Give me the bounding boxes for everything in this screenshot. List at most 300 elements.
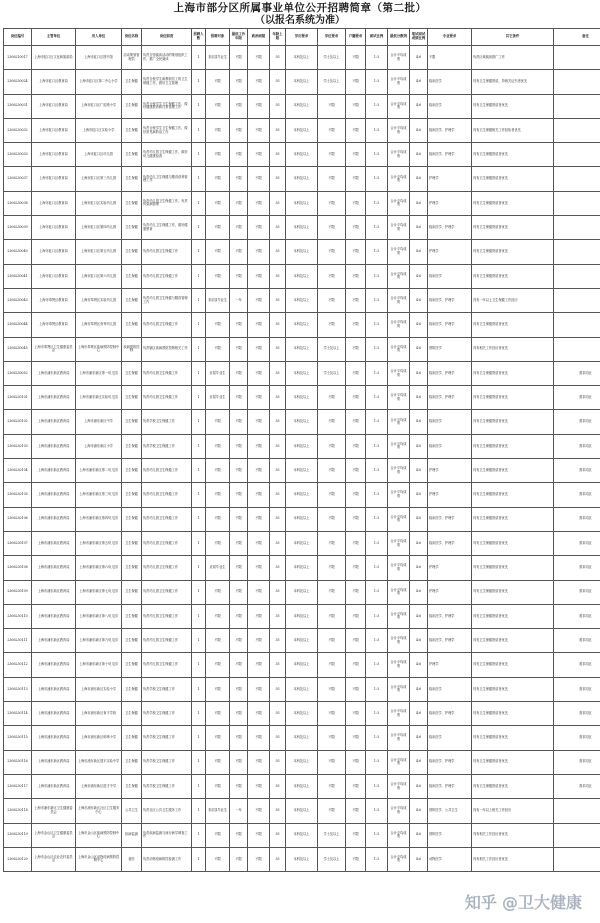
table-cell: 临床医学 xyxy=(428,410,472,434)
table-cell: 35 xyxy=(270,337,286,361)
table-cell: 上海市虹口区广虹路小学 xyxy=(76,94,122,118)
table-cell: 不限 xyxy=(346,823,366,847)
table-cell: 需求同区 xyxy=(554,629,600,653)
table-cell: 上海市虹口区图书馆 xyxy=(76,46,122,70)
table-cell: 卫生保健 xyxy=(122,118,142,142)
table-cell: 应届毕业生 xyxy=(206,386,230,410)
table-cell: 4:6 xyxy=(410,216,428,240)
table-cell: 具有卫生保健资质者优先 xyxy=(472,726,554,750)
table-cell: 卫生保健 xyxy=(122,677,142,701)
table-row xyxy=(4,118,600,142)
table-cell: 4:6 xyxy=(410,337,428,361)
table-cell xyxy=(554,847,600,871)
table-cell: 上海市虹口区实验幼儿园 xyxy=(76,191,122,215)
table-row xyxy=(4,677,600,701)
table-cell: 上海市奉贤区育秀幼儿园 xyxy=(76,313,122,337)
column-header: 主管单位 xyxy=(32,29,76,46)
table-row xyxy=(4,167,600,191)
table-row xyxy=(4,750,600,774)
table-cell: 35 xyxy=(270,94,286,118)
table-cell: 35 xyxy=(270,702,286,726)
table-cell: 不限 xyxy=(230,361,248,385)
table-cell: 本科及以上 xyxy=(286,337,318,361)
table-cell: 1 xyxy=(192,483,206,507)
table-cell: 一年 xyxy=(230,799,248,823)
table-cell: 具有卫生保健相关工作经验者优先 xyxy=(472,118,554,142)
table-cell: 1:3 xyxy=(366,531,388,555)
table-cell: 1:3 xyxy=(366,823,388,847)
table-cell: 本科及以上 xyxy=(286,94,318,118)
table-cell: 不限 xyxy=(248,264,270,288)
table-row xyxy=(4,799,600,823)
table-cell: 合计平均成绩 xyxy=(388,459,410,483)
table-cell: 需求同区 xyxy=(554,677,600,701)
table-cell: 上海市浦东新区第二幼儿园 xyxy=(76,459,122,483)
table-cell: 不限 xyxy=(206,191,230,215)
table-cell: 临床医学 xyxy=(428,94,472,118)
table-cell: 卫生保健 xyxy=(122,240,142,264)
table-cell: 不限 xyxy=(230,70,248,94)
table-row xyxy=(4,774,600,798)
table-cell: 1:3 xyxy=(366,410,388,434)
table-cell: 不限 xyxy=(230,580,248,604)
table-cell: 上海市虹口区第六幼儿园 xyxy=(76,264,122,288)
table-cell: 2306230120 xyxy=(4,847,32,871)
table-cell: 不限 xyxy=(230,386,248,410)
table-cell: 本科及以上 xyxy=(286,313,318,337)
table-cell: 4:6 xyxy=(410,386,428,410)
table-cell: 不限 xyxy=(206,677,230,701)
table-cell: 需求同区 xyxy=(554,750,600,774)
table-row xyxy=(4,410,600,434)
table-cell: 不限 xyxy=(206,118,230,142)
table-cell: 卫生保健 xyxy=(122,580,142,604)
table-cell: 上海市虹口区教育局 xyxy=(32,167,76,191)
table-cell: 上海市虹口区教育局 xyxy=(32,143,76,167)
table-cell: 2306230032 xyxy=(4,118,32,142)
table-cell: 上海市浦东新区第十幼儿园 xyxy=(76,653,122,677)
table-cell: 本科及以上 xyxy=(286,167,318,191)
table-cell: 不限 xyxy=(318,799,346,823)
table-cell: 不限 xyxy=(248,191,270,215)
table-row xyxy=(4,629,600,653)
table-cell: 不限 xyxy=(346,410,366,434)
table-cell: 35 xyxy=(270,288,286,312)
table-cell: 不限 xyxy=(318,774,346,798)
table-cell: 具有卫生保健资质者优先 xyxy=(472,361,554,385)
table-cell: 35 xyxy=(270,507,286,531)
table-cell: 4:6 xyxy=(410,677,428,701)
table-cell: 4:6 xyxy=(410,750,428,774)
table-cell: 上海市浦东新区教育局 xyxy=(32,386,76,410)
table-cell: 不限 xyxy=(346,264,366,288)
table-cell: 上海市浦东新区明珠小学 xyxy=(76,726,122,750)
table-cell: 上海市浦东新区第六幼儿园 xyxy=(76,556,122,580)
column-header: 面试比例 xyxy=(366,29,388,46)
table-cell: 1:3 xyxy=(366,264,388,288)
table-cell: 负责学校卫生保健工作 xyxy=(142,434,192,458)
table-cell: 卫生保健 xyxy=(122,70,142,94)
table-cell: 具有卫生保健资质者优先 xyxy=(472,702,554,726)
table-cell: 具有卫生保健资质者优先 xyxy=(472,216,554,240)
table-cell: 4:6 xyxy=(410,799,428,823)
table-cell: 上海市虹口区教育局 xyxy=(32,240,76,264)
table-cell: 不限 xyxy=(248,580,270,604)
table-cell: 1 xyxy=(192,264,206,288)
table-cell: 卫生保健 xyxy=(122,216,142,240)
table-cell: 负责区域阅读推广工作 xyxy=(472,46,554,70)
table-cell: 临床医学、护理学 xyxy=(428,531,472,555)
table-cell: 4:6 xyxy=(410,288,428,312)
table-cell: 不限 xyxy=(428,46,472,70)
table-cell: 2306230102 xyxy=(4,410,32,434)
table-cell: 1:3 xyxy=(366,604,388,628)
table-cell: 35 xyxy=(270,726,286,750)
table-cell: 1:3 xyxy=(366,580,388,604)
column-header: 最低分数线 xyxy=(388,29,410,46)
table-cell: 具有一年以上卫生保健工作经历 xyxy=(472,288,554,312)
table-cell: 不限 xyxy=(318,677,346,701)
table-cell xyxy=(554,216,600,240)
table-cell: 不限 xyxy=(248,216,270,240)
column-header: 招聘人数 xyxy=(192,29,206,46)
table-cell: 35 xyxy=(270,774,286,798)
table-cell: 不限 xyxy=(206,847,230,871)
table-cell: 本科及以上 xyxy=(286,702,318,726)
table-cell: 卫生保健 xyxy=(122,556,142,580)
table-cell: 上海市浦东新区中学 xyxy=(76,410,122,434)
table-row xyxy=(4,580,600,604)
table-cell: 需求同区 xyxy=(554,580,600,604)
table-cell: 需求同区 xyxy=(554,774,600,798)
table-cell: 活动策划管理员 xyxy=(122,46,142,70)
table-cell: 本科及以上 xyxy=(286,386,318,410)
table-cell: 负责幼儿园卫生保健工作 xyxy=(142,240,192,264)
table-cell: 不限 xyxy=(230,702,248,726)
table-cell: 2306230024 xyxy=(4,70,32,94)
table-cell: 公共卫生 xyxy=(122,799,142,823)
table-cell: 不限 xyxy=(248,167,270,191)
table-cell: 上海市浦东新区教育局 xyxy=(32,361,76,385)
table-cell: 35 xyxy=(270,483,286,507)
table-cell: 不限 xyxy=(318,629,346,653)
table-cell: 1 xyxy=(192,847,206,871)
column-header: 岗位名称 xyxy=(122,29,142,46)
table-cell: 学士及以上 xyxy=(318,361,346,385)
table-cell: 35 xyxy=(270,580,286,604)
table-cell: 不限 xyxy=(346,580,366,604)
table-cell: 合计平均成绩 xyxy=(388,604,410,628)
table-cell xyxy=(554,191,600,215)
table-row xyxy=(4,337,600,361)
table-cell: 上海市浦东新区卫生健康委员会 xyxy=(32,799,76,823)
table-cell: 4:6 xyxy=(410,702,428,726)
watermark xyxy=(465,890,582,913)
table-cell: 负责幼儿园卫生保健工作 xyxy=(142,580,192,604)
table-cell: 不限 xyxy=(230,434,248,458)
table-cell: 2306230052 xyxy=(4,361,32,385)
table-cell: 不限 xyxy=(346,313,366,337)
table-cell: 合计平均成绩 xyxy=(388,531,410,555)
table-cell: 负责社区公共卫生服务工作 xyxy=(142,799,192,823)
table-cell: 上海市浦东新区教育局 xyxy=(32,410,76,434)
table-row xyxy=(4,653,600,677)
table-row xyxy=(4,386,600,410)
table-cell: 2306230101 xyxy=(4,386,32,410)
table-cell: 负责学校卫生保健工作 xyxy=(142,410,192,434)
table-cell: 2306230114 xyxy=(4,702,32,726)
table-cell: 不限 xyxy=(318,556,346,580)
table-cell: 不限 xyxy=(230,118,248,142)
table-cell: 4:6 xyxy=(410,70,428,94)
table-cell: 负责幼儿卫生保健与膳食营养管理工作 xyxy=(142,167,192,191)
table-cell: 负责幼儿园卫生保健工作 xyxy=(142,604,192,628)
table-cell xyxy=(554,118,600,142)
table-cell: 不限 xyxy=(318,580,346,604)
table-cell: 具有卫生保健资质者优先 xyxy=(472,191,554,215)
table-cell: 4:6 xyxy=(410,483,428,507)
table-cell: 2306230107 xyxy=(4,531,32,555)
table-cell: 不限 xyxy=(318,507,346,531)
table-cell: 临床医学 xyxy=(428,264,472,288)
column-header: 招聘对象 xyxy=(206,29,230,46)
table-cell: 上海市奉贤区疾病预防控制中心 xyxy=(76,337,122,361)
table-cell: 35 xyxy=(270,677,286,701)
table-cell: 1:3 xyxy=(366,653,388,677)
table-cell xyxy=(554,143,600,167)
table-cell: 上海市浦东新区教育局 xyxy=(32,702,76,726)
table-cell: 负责幼儿园卫生保健工作，负责传染病管理 xyxy=(142,191,192,215)
table-cell: 不限 xyxy=(230,604,248,628)
table-header-row xyxy=(4,29,600,46)
table-cell: 临床医学、护理学 xyxy=(428,386,472,410)
table-cell: 负责幼儿园卫生保健工作 xyxy=(142,361,192,385)
table-cell: 上海市奉贤区实验幼儿园 xyxy=(76,288,122,312)
table-cell: 2306230037 xyxy=(4,167,32,191)
table-cell: 1 xyxy=(192,216,206,240)
column-header: 户籍要求 xyxy=(346,29,366,46)
table-cell: 负责全校学生卫生保健工作，做好健康教育和日常管理工作 xyxy=(142,94,192,118)
table-row xyxy=(4,288,600,312)
table-cell: 不限 xyxy=(318,313,346,337)
table-cell: 合计平均成绩 xyxy=(388,507,410,531)
table-cell: 不限 xyxy=(346,677,366,701)
table-cell: 上海市浦东新区第四幼儿园 xyxy=(76,507,122,531)
table-cell: 不限 xyxy=(248,531,270,555)
table-cell: 4:6 xyxy=(410,604,428,628)
table-cell: 不限 xyxy=(346,653,366,677)
table-cell: 需求同区 xyxy=(554,653,600,677)
table-cell: 不限 xyxy=(206,143,230,167)
table-cell: 35 xyxy=(270,70,286,94)
column-header: 笔试面试成绩比例 xyxy=(410,29,428,46)
table-cell: 不限 xyxy=(206,774,230,798)
table-cell: 上海市奉贤区卫生健康委员会 xyxy=(32,337,76,361)
table-cell: 具有卫生保健资质者优先 xyxy=(472,240,554,264)
table-cell: 本科及以上 xyxy=(286,483,318,507)
table-cell: 负责疾病监测与流行病学调查工作 xyxy=(142,823,192,847)
table-cell: 35 xyxy=(270,386,286,410)
table-cell: 不限 xyxy=(230,216,248,240)
table-cell: 上海市浦东新区进才中学 xyxy=(76,774,122,798)
table-cell xyxy=(554,264,600,288)
table-cell: 卫生保健 xyxy=(122,604,142,628)
table-cell: 上海市虹口区教育局 xyxy=(32,216,76,240)
table-cell: 本科及以上 xyxy=(286,653,318,677)
table-cell: 不限 xyxy=(230,313,248,337)
table-cell: 本科及以上 xyxy=(286,46,318,70)
table-cell: 不限 xyxy=(206,337,230,361)
table-cell: 本科及以上 xyxy=(286,556,318,580)
table-cell: 需求同区 xyxy=(554,361,600,385)
table-cell: 上海市浦东新区教育局 xyxy=(32,580,76,604)
table-cell: 不限 xyxy=(346,702,366,726)
column-header: 学历要求 xyxy=(286,29,318,46)
table-row xyxy=(4,531,600,555)
table-cell: 2306230104 xyxy=(4,459,32,483)
table-cell: 上海市金山区农业农村委员会 xyxy=(32,847,76,871)
table-cell: 需求同区 xyxy=(554,410,600,434)
column-header: 岗位编号 xyxy=(4,29,32,46)
table-cell: 不限 xyxy=(318,410,346,434)
table-row xyxy=(4,847,600,871)
table-cell: 负责幼儿园卫生保健工作 xyxy=(142,483,192,507)
table-cell: 上海市虹口区教育局 xyxy=(32,70,76,94)
table-cell: 1 xyxy=(192,288,206,312)
table-cell: 本科及以上 xyxy=(286,264,318,288)
table-cell: 卫生保健 xyxy=(122,750,142,774)
table-cell: 不限 xyxy=(230,167,248,191)
table-cell: 35 xyxy=(270,750,286,774)
table-cell: 负责幼儿园卫生保健工作 xyxy=(142,629,192,653)
table-cell: 合计平均成绩 xyxy=(388,726,410,750)
table-cell: 不限 xyxy=(206,434,230,458)
table-cell: 不限 xyxy=(230,847,248,871)
table-cell: 1 xyxy=(192,629,206,653)
table-cell: 具有卫生保健资质者优先 xyxy=(472,410,554,434)
table-row xyxy=(4,483,600,507)
table-cell: 本科及以上 xyxy=(286,823,318,847)
table-cell: 不限 xyxy=(230,46,248,70)
table-cell: 合计平均成绩 xyxy=(388,264,410,288)
table-cell: 不限 xyxy=(346,216,366,240)
table-cell: 不限 xyxy=(248,823,270,847)
table-cell: 本科及以上 xyxy=(286,70,318,94)
table-cell: 卫生保健 xyxy=(122,386,142,410)
table-cell: 1:3 xyxy=(366,799,388,823)
table-cell: 不限 xyxy=(318,143,346,167)
table-cell: 负责全馆阅读活动的策划组织工作，推广全民阅读 xyxy=(142,46,192,70)
table-cell: 4:6 xyxy=(410,629,428,653)
table-cell: 不限 xyxy=(248,94,270,118)
table-cell: 不限 xyxy=(206,410,230,434)
table-cell: 具有卫生保健资质者优先 xyxy=(472,653,554,677)
table-cell: 上海市浦东新区教育局 xyxy=(32,774,76,798)
table-cell: 4:6 xyxy=(410,653,428,677)
table-cell: 不限 xyxy=(230,653,248,677)
table-cell: 负责幼儿卫生保健工作，做好健康教育 xyxy=(142,216,192,240)
table-cell: 1 xyxy=(192,531,206,555)
table-cell: 具有卫生保健资质者优先 xyxy=(472,750,554,774)
column-header: 年龄上限 xyxy=(270,29,286,46)
table-cell: 不限 xyxy=(346,483,366,507)
table-cell: 不限 xyxy=(346,118,366,142)
table-cell: 不限 xyxy=(248,459,270,483)
table-cell: 35 xyxy=(270,361,286,385)
table-cell: 卫生保健 xyxy=(122,410,142,434)
table-cell: 1:3 xyxy=(366,94,388,118)
table-cell: 临床医学、护理学 xyxy=(428,507,472,531)
table-cell: 不限 xyxy=(248,847,270,871)
table-cell: 不限 xyxy=(206,604,230,628)
table-cell: 1:3 xyxy=(366,750,388,774)
table-cell: 不限 xyxy=(318,94,346,118)
table-cell: 负责幼儿园卫生保健工作 xyxy=(142,531,192,555)
table-cell: 不限 xyxy=(248,799,270,823)
table-cell: 35 xyxy=(270,847,286,871)
table-cell: 具有卫生保健资质者优先 xyxy=(472,507,554,531)
table-cell: 上海市浦东新区实验幼儿园 xyxy=(76,386,122,410)
table-cell: 1:3 xyxy=(366,459,388,483)
table-cell: 35 xyxy=(270,143,286,167)
table-cell: 卫生保健 xyxy=(122,726,142,750)
table-cell: 35 xyxy=(270,556,286,580)
table-cell: 本科及以上 xyxy=(286,774,318,798)
table-cell: 负责幼儿园卫生保健工作 xyxy=(142,556,192,580)
table-cell: 不限 xyxy=(346,847,366,871)
table-cell: 合计平均成绩 xyxy=(388,191,410,215)
table-cell: 卫生保健 xyxy=(122,653,142,677)
table-cell: 预防医学 xyxy=(428,823,472,847)
table-cell: 上海市浦东新区第一幼儿园 xyxy=(76,361,122,385)
table-cell xyxy=(554,799,600,823)
table-cell: 1 xyxy=(192,507,206,531)
table-cell: 上海市浦东新区小学 xyxy=(76,434,122,458)
table-cell: 1:3 xyxy=(366,70,388,94)
table-cell: 不限 xyxy=(318,726,346,750)
table-cell: 4:6 xyxy=(410,240,428,264)
table-cell: 卫生保健 xyxy=(122,774,142,798)
table-cell: 具有卫生保健资质者优先 xyxy=(472,629,554,653)
table-cell: 35 xyxy=(270,459,286,483)
table-cell: 35 xyxy=(270,167,286,191)
table-cell: 卫生保健 xyxy=(122,702,142,726)
table-cell: 不限 xyxy=(206,507,230,531)
table-cell: 上海市浦东新区教育局 xyxy=(32,459,76,483)
table-cell: 具有卫生保健资质者优先 xyxy=(472,167,554,191)
table-cell: 非应届毕业生 xyxy=(206,799,230,823)
table-cell: 1 xyxy=(192,799,206,823)
document-title-block xyxy=(0,2,600,27)
table-cell: 负责幼儿园卫生保健工作 xyxy=(142,386,192,410)
table-cell: 临床医学、护理学 xyxy=(428,118,472,142)
table-cell: 负责学校卫生保健工作 xyxy=(142,702,192,726)
table-cell: 上海市浦东新区教育局 xyxy=(32,507,76,531)
table-cell: 1 xyxy=(192,46,206,70)
table-cell: 不限 xyxy=(230,94,248,118)
table-cell: 不限 xyxy=(318,483,346,507)
table-cell: 不限 xyxy=(346,361,366,385)
table-cell: 35 xyxy=(270,191,286,215)
table-cell: 本科及以上 xyxy=(286,799,318,823)
table-cell: 不限 xyxy=(230,774,248,798)
table-cell: 2306230109 xyxy=(4,580,32,604)
table-cell: 2306230113 xyxy=(4,677,32,701)
table-cell: 上海市虹口区幼儿园 xyxy=(76,143,122,167)
table-cell: 1:3 xyxy=(366,507,388,531)
table-cell: 临床医学 xyxy=(428,434,472,458)
table-cell: 不限 xyxy=(346,531,366,555)
